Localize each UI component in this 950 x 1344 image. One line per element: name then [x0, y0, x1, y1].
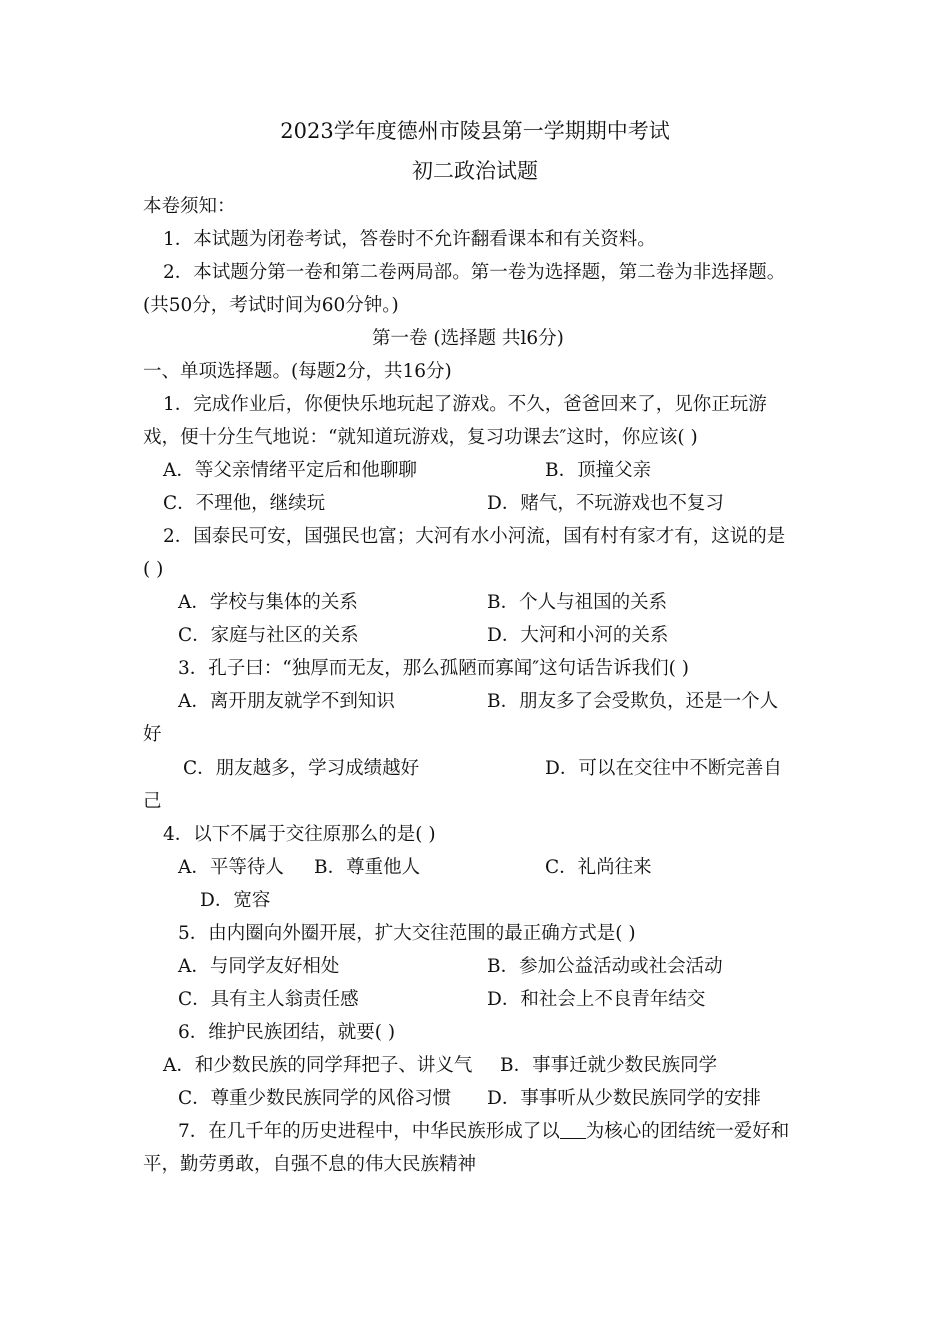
notice-item-2-line-2: (共50分，考试时间为60分钟。): [143, 295, 399, 316]
q2-stem-line-2: ( ): [143, 559, 164, 580]
q4-option-a: A．平等待人: [178, 857, 284, 878]
q6-option-b: B．事事迁就少数民族同学: [500, 1055, 718, 1076]
q1-option-b: B．顶撞父亲: [545, 460, 652, 481]
q3-option-a: A．离开朋友就学不到知识: [178, 691, 395, 712]
q4-option-b: B．尊重他人: [314, 857, 421, 878]
q6-option-d: D．事事听从少数民族同学的安排: [487, 1088, 761, 1109]
q3-option-b-continued: 好: [143, 724, 162, 745]
q5-stem: 5．由内圈向外圈开展，扩大交往范围的最正确方式是( ): [178, 923, 636, 944]
q4-stem: 4．以下不属于交往原那么的是( ): [163, 824, 436, 845]
q3-option-d-continued: 己: [143, 791, 162, 812]
q5-option-b: B．参加公益活动或社会活动: [487, 956, 723, 977]
q6-stem: 6．维护民族团结，就要( ): [178, 1022, 396, 1043]
q5-option-a: A．与同学友好相处: [178, 956, 340, 977]
q2-stem-line-1: 2．国泰民可安，国强民也富；大河有水小河流，国有村有家才有，这说的是: [163, 526, 786, 547]
q2-option-b: B．个人与祖国的关系: [487, 592, 668, 613]
q2-option-d: D．大河和小河的关系: [487, 625, 669, 646]
q4-option-d: D．宽容: [200, 890, 271, 911]
q7-stem-line-1: [178, 1119, 789, 1145]
volume-title: 第一卷 (选择题 共l6分): [372, 328, 564, 349]
notice-item-2-line-1: 2．本试题分第一卷和第二卷两局部。第一卷为选择题，第二卷为非选择题。: [163, 262, 786, 283]
q3-option-c: C．朋友越多，学习成绩越好: [183, 758, 420, 779]
q2-option-c: C．家庭与社区的关系: [178, 625, 359, 646]
q1-option-c: C．不理他，继续玩: [163, 493, 326, 514]
notice-heading: 本卷须知：: [143, 196, 236, 217]
q7-stem-line-2: 平，勤劳勇敢，自强不息的伟大民族精神: [143, 1154, 477, 1175]
q5-option-c: C．具有主人翁责任感: [178, 989, 359, 1010]
q7-stem-before-blank: 7．在几千年的历史进程中，中华民族形成了以: [178, 1121, 560, 1142]
q6-option-a: A．和少数民族的同学拜把子、讲义气: [163, 1055, 473, 1076]
q3-option-b: B．朋友多了会受欺负，还是一个人: [487, 691, 779, 712]
q7-stem-after-blank: 为核心的团结统一爱好和: [585, 1121, 790, 1142]
q4-option-c: C．礼尚往来: [545, 857, 652, 878]
q3-stem: 3．孔子曰：“独厚而无友，那么孤陋而寡闻″这句话告诉我们( ): [178, 658, 689, 679]
q1-stem-line-2: 戏，便十分生气地说：“就知道玩游戏，复习功课去″这时，你应该( ): [143, 427, 698, 448]
exam-title: 2023学年度德州市陵县第一学期期中考试: [280, 119, 670, 143]
q5-option-d: D．和社会上不良青年结交: [487, 989, 706, 1010]
q1-option-d: D．赌气，不玩游戏也不复习: [487, 493, 724, 514]
q2-option-a: A．学校与集体的关系: [178, 592, 358, 613]
q1-stem-line-1: 1．完成作业后，你便快乐地玩起了游戏。不久，爸爸回来了，见你正玩游: [163, 394, 767, 415]
part-title: 一、单项选择题。(每题2分，共16分): [143, 361, 452, 382]
q1-option-a: A．等父亲情绪平定后和他聊聊: [163, 460, 417, 481]
q3-option-d: D．可以在交往中不断完善自: [545, 758, 782, 779]
q7-fill-in-blank[interactable]: [560, 1120, 586, 1139]
exam-subtitle: 初二政治试题: [412, 159, 538, 183]
q6-option-c: C．尊重少数民族同学的风俗习惯: [178, 1088, 452, 1109]
notice-item-1: 1．本试题为闭卷考试，答卷时不允许翻看课本和有关资料。: [163, 229, 656, 250]
